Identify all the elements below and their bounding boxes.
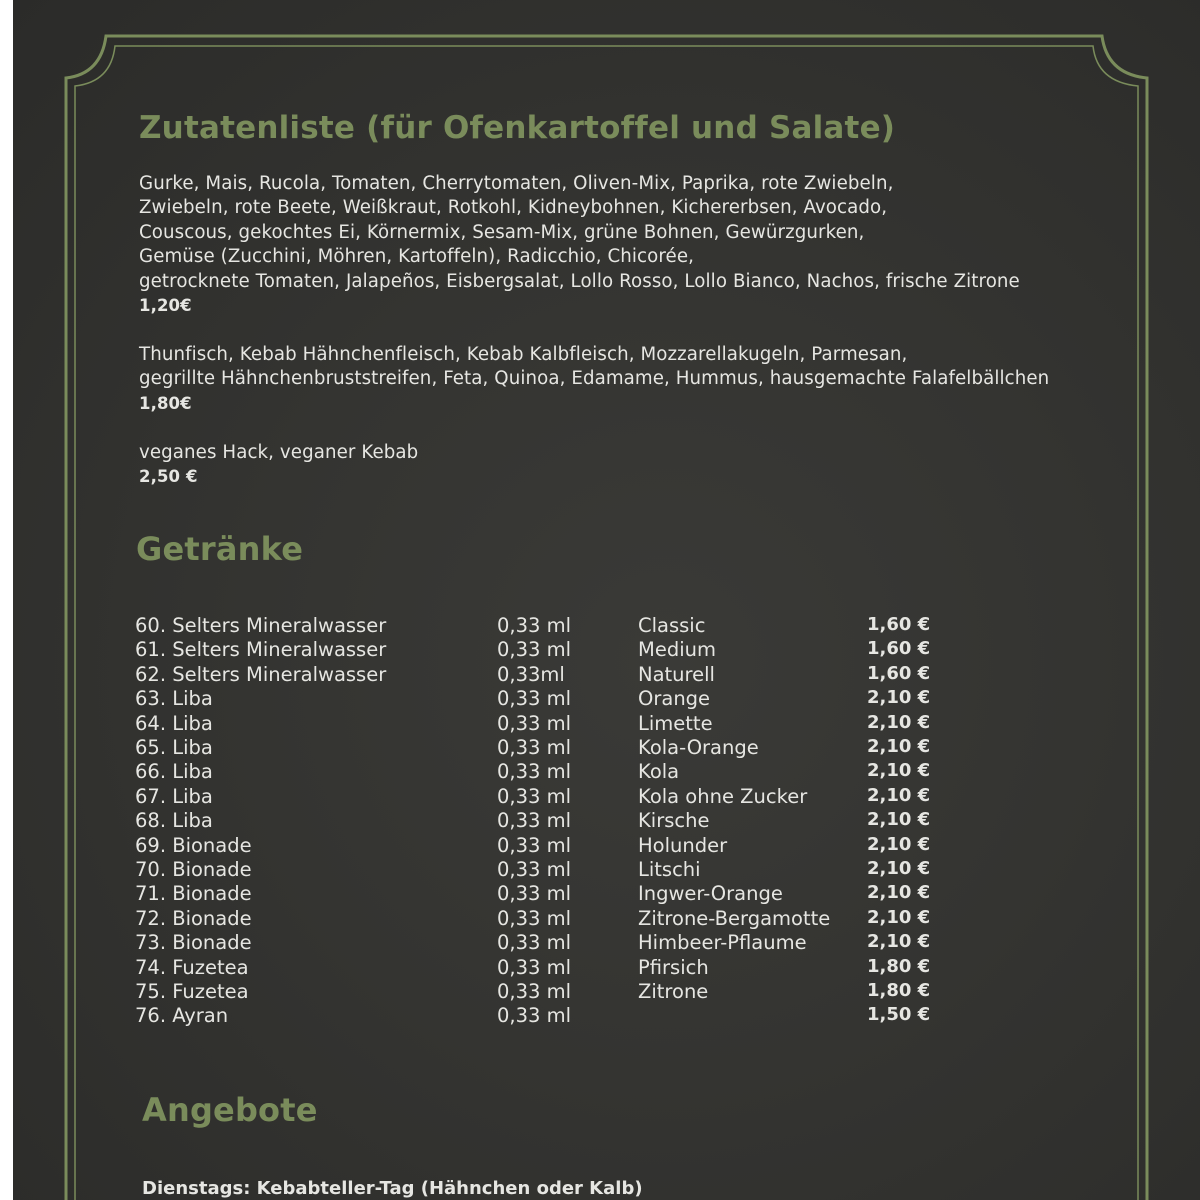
drink-name: 74. Fuzetea — [135, 955, 249, 979]
drink-name: 76. Ayran — [135, 1004, 229, 1028]
list-item — [13, 736, 1200, 760]
list-item — [13, 687, 1200, 711]
drink-price: 1,50 € — [867, 1004, 931, 1026]
drink-volume: 0,33 ml — [497, 614, 572, 637]
drink-volume: 0,33 ml — [497, 711, 572, 735]
drink-price: 2,10 € — [867, 711, 931, 733]
drink-flavor: Kola ohne Zucker — [638, 784, 808, 808]
ingredients-group-1 — [139, 172, 1020, 318]
list-item — [13, 980, 1200, 1004]
drink-flavor: Himbeer-Pflaume — [638, 931, 807, 955]
drink-price: 2,10 € — [867, 809, 931, 831]
drink-name: 62. Selters Mineralwasser — [135, 662, 387, 686]
menu-page — [13, 0, 1200, 1200]
drink-name: 63. Liba — [135, 687, 213, 711]
drink-flavor: Pfirsich — [638, 955, 709, 979]
list-item — [13, 834, 1200, 858]
list-item — [13, 907, 1200, 931]
drink-name: 60. Selters Mineralwasser — [135, 614, 387, 637]
drink-volume: 0,33 ml — [497, 1004, 572, 1028]
drink-price: 1,60 € — [867, 662, 931, 684]
drink-name: 68. Liba — [135, 809, 213, 833]
list-item — [13, 1004, 1200, 1028]
drinks-heading: Getränke — [136, 530, 304, 568]
drink-name: 71. Bionade — [135, 882, 252, 906]
offers-heading: Angebote — [142, 1091, 318, 1129]
drink-flavor: Zitrone — [638, 980, 709, 1003]
drink-volume: 0,33 ml — [497, 858, 572, 881]
ingredients-group-3 — [139, 441, 418, 490]
list-item — [13, 956, 1200, 980]
drink-flavor: Medium — [638, 638, 716, 662]
ingredients-group-2 — [139, 343, 1049, 416]
drink-volume: 0,33 ml — [497, 809, 572, 833]
drink-flavor: Naturell — [638, 662, 715, 686]
drink-volume: 0,33 ml — [497, 980, 572, 1003]
drink-name: 73. Bionade — [135, 931, 252, 955]
drink-name: 72. Bionade — [135, 906, 252, 930]
drink-flavor: Kola — [638, 760, 680, 784]
drink-flavor: Kola-Orange — [638, 736, 759, 759]
list-item — [13, 809, 1200, 833]
drink-name: 70. Bionade — [135, 858, 252, 881]
drink-price: 2,10 € — [867, 931, 931, 953]
drink-flavor: Kirsche — [638, 809, 710, 833]
drink-price: 1,80 € — [867, 955, 931, 977]
offer-line: Dienstags: Kebabteller-Tag (Hähnchen oder Kalb) — [142, 1178, 643, 1199]
ingredient-line: getrocknete Tomaten, Jalapeños, Eisbergsalat, Lollo Rosso, Lollo Bianco, Nachos, frische Zitrone — [139, 270, 1020, 292]
ingredient-line: Thunfisch, Kebab Hähnchenfleisch, Kebab Kalbfleisch, Mozzarellakugeln, Parmesan, — [139, 344, 908, 365]
ingredient-line: Couscous, gekochtes Ei, Körnermix, Sesam-Mix, grüne Bohnen, Gewürzgurken, — [139, 221, 865, 243]
drink-name: 75. Fuzetea — [135, 980, 249, 1003]
list-item — [13, 638, 1200, 662]
drink-flavor: Ingwer-Orange — [638, 882, 783, 906]
drink-price: 1,80 € — [867, 980, 931, 1001]
drink-volume: 0,33 ml — [497, 760, 572, 784]
ingredient-price: 1,80€ — [139, 393, 192, 413]
drink-volume: 0,33 ml — [497, 931, 572, 955]
drink-volume: 0,33 ml — [497, 955, 572, 979]
drink-name: 67. Liba — [135, 784, 213, 808]
list-item — [13, 931, 1200, 955]
drink-price: 2,10 € — [867, 784, 931, 806]
drink-name: 65. Liba — [135, 736, 213, 759]
drink-flavor: Zitrone-Bergamotte — [638, 906, 831, 930]
list-item — [13, 858, 1200, 882]
drink-name: 61. Selters Mineralwasser — [135, 638, 387, 662]
drink-flavor: Litschi — [638, 858, 701, 881]
ingredient-price: 2,50 € — [139, 467, 198, 487]
drink-flavor: Orange — [638, 687, 711, 711]
drink-volume: 0,33 ml — [497, 638, 572, 662]
list-item — [13, 882, 1200, 906]
list-item — [13, 663, 1200, 687]
drink-volume: 0,33 ml — [497, 784, 572, 808]
drink-price: 2,10 € — [867, 882, 931, 904]
ingredient-line: veganes Hack, veganer Kebab — [139, 442, 419, 463]
ingredient-line: gegrillte Hähnchenbruststreifen, Feta, Quinoa, Edamame, Hummus, hausgemachte Falafelbällchen — [139, 368, 1050, 390]
drink-price: 2,10 € — [867, 760, 931, 782]
ingredient-line: Gemüse (Zucchini, Möhren, Kartoffeln), Radicchio, Chicorée, — [139, 246, 694, 268]
drink-name: 66. Liba — [135, 760, 213, 784]
ingredients-heading: Zutatenliste (für Ofenkartoffel und Salate) — [139, 110, 896, 146]
drink-price: 2,10 € — [867, 736, 931, 757]
drink-price: 1,60 € — [867, 614, 931, 635]
drink-name: 69. Bionade — [135, 833, 252, 857]
drink-volume: 0,33 ml — [497, 833, 572, 857]
drink-volume: 0,33 ml — [497, 906, 572, 930]
list-item — [13, 785, 1200, 809]
list-item — [13, 760, 1200, 784]
drink-price: 2,10 € — [867, 858, 931, 879]
drink-volume: 0,33 ml — [497, 687, 572, 711]
drink-flavor: Limette — [638, 711, 713, 735]
drink-name: 64. Liba — [135, 711, 213, 735]
drink-price: 2,10 € — [867, 833, 931, 855]
drink-volume: 0,33 ml — [497, 882, 572, 906]
drink-volume: 0,33ml — [497, 662, 565, 686]
drink-price: 1,60 € — [867, 638, 931, 660]
drink-price: 2,10 € — [867, 687, 931, 709]
ingredient-price: 1,20€ — [139, 296, 192, 316]
ingredient-line: Gurke, Mais, Rucola, Tomaten, Cherrytomaten, Oliven-Mix, Paprika, rote Zwiebeln, — [139, 173, 894, 194]
list-item — [13, 712, 1200, 736]
list-item — [13, 614, 1200, 638]
drink-price: 2,10 € — [867, 906, 931, 928]
ingredient-line: Zwiebeln, rote Beete, Weißkraut, Rotkohl, Kidneybohnen, Kichererbsen, Avocado, — [139, 197, 888, 219]
drink-volume: 0,33 ml — [497, 736, 572, 759]
drink-flavor: Classic — [638, 614, 706, 637]
drink-flavor: Holunder — [638, 833, 728, 857]
